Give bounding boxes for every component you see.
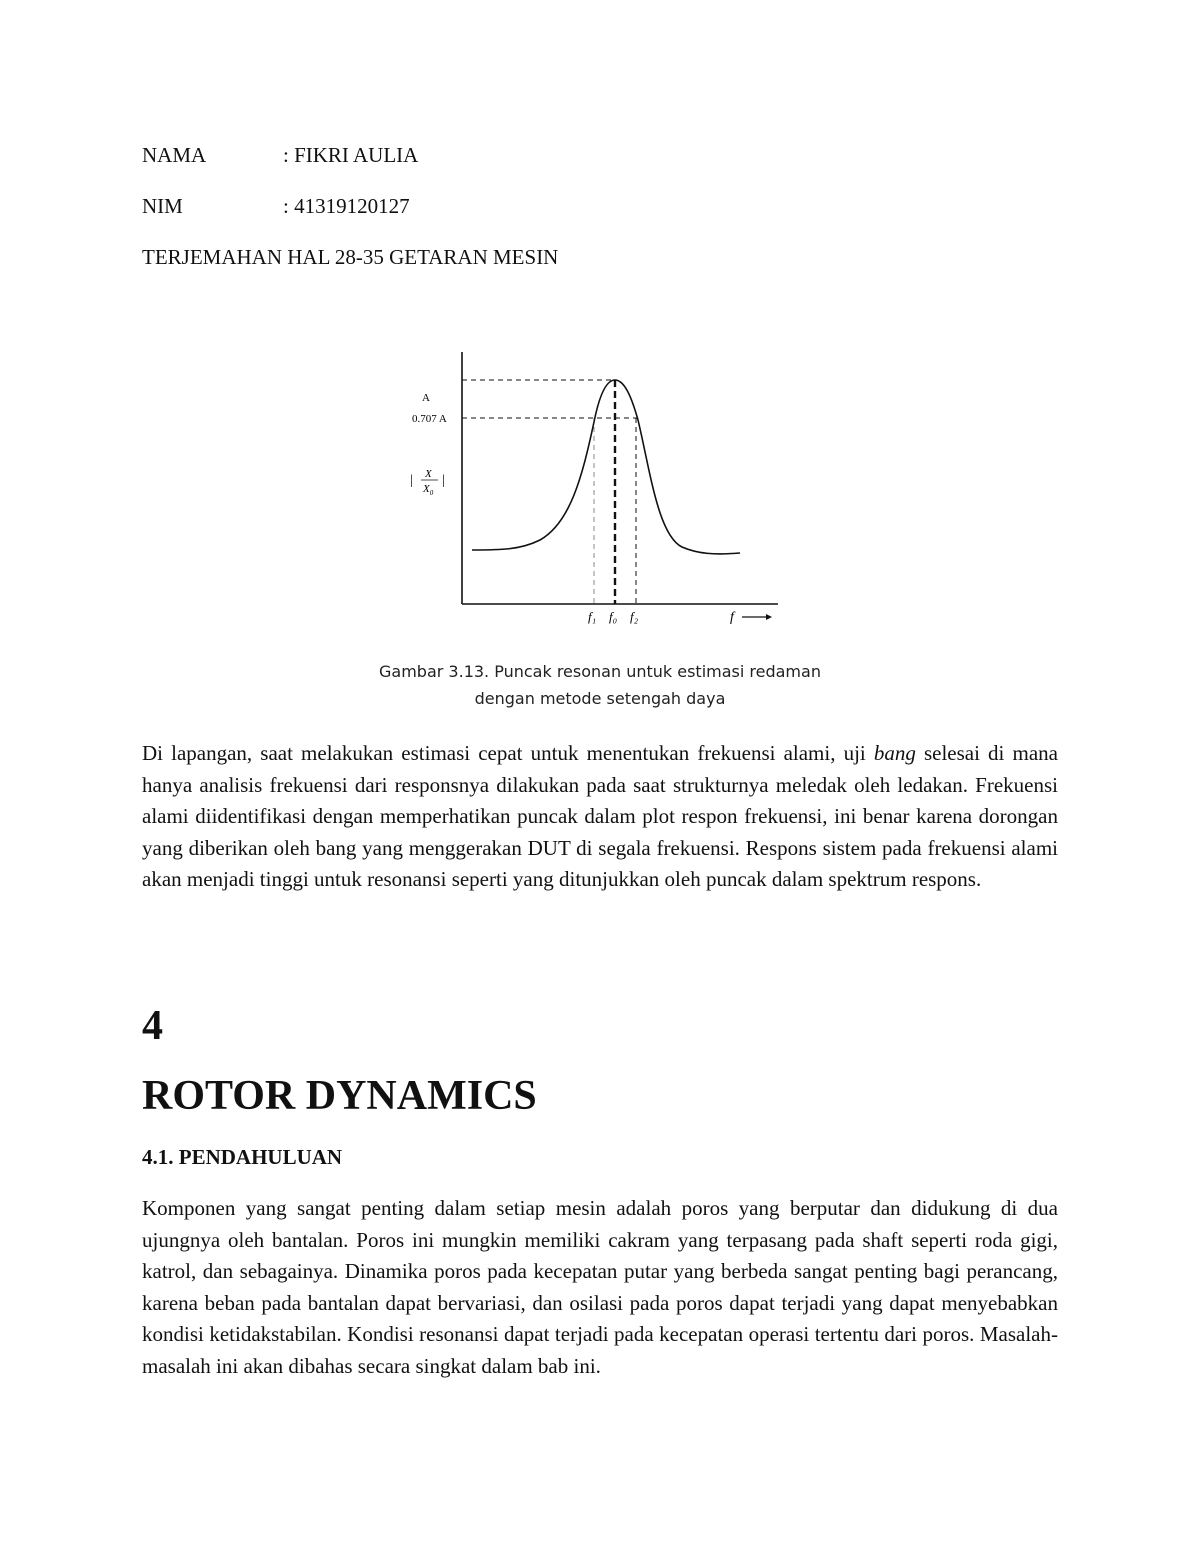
paragraph-rotor: Komponen yang sangat penting dalam setiap mesin adalah poros yang berputar dan didukung di dua ujungnya oleh bantalan. Poros ini mungkin memiliki cakram yang terpasang pada shaft seperti roda gigi, katrol, dan sebagainya. Dinamika poros pada kecepatan putar yang berbeda sangat penting bagi perancang, karena beban pada bantalan dapat bervariasi, dan osilasi pada poros dapat terjadi yang dapat menyebabkan kondisi ketidakstabilan. Kondisi resonansi dapat terjadi pada kecepatan operasi tertentu dari poros. Masalah-masalah ini akan dibahas secara singkat dalam bab ini. — [142, 1196, 1058, 1378]
tick-f2: f₂ — [630, 609, 639, 624]
chapter-number: 4 — [142, 1003, 163, 1049]
paragraph-intro — [142, 738, 1058, 896]
ylabel-denominator: $X_0$ — [423, 483, 434, 497]
paragraph-intro-italic: bang — [873, 741, 916, 765]
tick-f0: f₀ — [609, 609, 618, 624]
name-value: : FIKRI AULIA — [283, 143, 419, 167]
resonance-figure — [400, 340, 800, 630]
paragraph-intro-part1: Di lapangan, saat melakukan estimasi cepat untuk menentukan frekuensi alami, uji — [142, 741, 874, 765]
subject-line: TERJEMAHAN HAL 28-35 GETARAN MESIN — [142, 245, 559, 269]
figure-caption-line1: Gambar 3.13. Puncak resonan untuk estimasi redaman — [379, 662, 821, 681]
nim-label: NIM — [142, 194, 183, 218]
section-title: 4.1. PENDAHULUAN — [142, 1145, 343, 1169]
x-arrow-head-icon — [766, 614, 772, 620]
nim-row — [142, 194, 410, 219]
x-axis-label: f — [730, 610, 734, 625]
paragraph-intro-part2: selesai di mana hanya analisis frekuensi dari responsnya dilakukan pada saat strukturnya meledak oleh ledakan. Frekuensi alami diidentifikasi dengan memperhatikan puncak dalam plot respon frekuensi, ini benar karena dorongan yang diberikan oleh bang yang menggerakan DUT di segala frekuensi. Respons sistem pada frekuensi alami akan menjadi tinggi untuk resonansi seperti yang ditunjukkan oleh puncak dalam spektrum respons. — [142, 741, 1058, 891]
y-bar-right: | — [442, 473, 445, 488]
name-label: NAMA — [142, 143, 207, 167]
label-A: A — [422, 392, 430, 404]
name-row — [142, 143, 419, 168]
figure-caption-line2: dengan metode setengah daya — [474, 689, 726, 708]
label-0707A: 0.707 A — [412, 413, 447, 425]
nim-value: : 41319120127 — [283, 194, 410, 218]
chapter-title: ROTOR DYNAMICS — [142, 1073, 537, 1119]
response-curve — [472, 380, 740, 554]
tick-f1: f₁ — [588, 609, 597, 624]
ylabel-numerator: X — [425, 468, 432, 480]
y-bar-left: | — [410, 473, 413, 488]
